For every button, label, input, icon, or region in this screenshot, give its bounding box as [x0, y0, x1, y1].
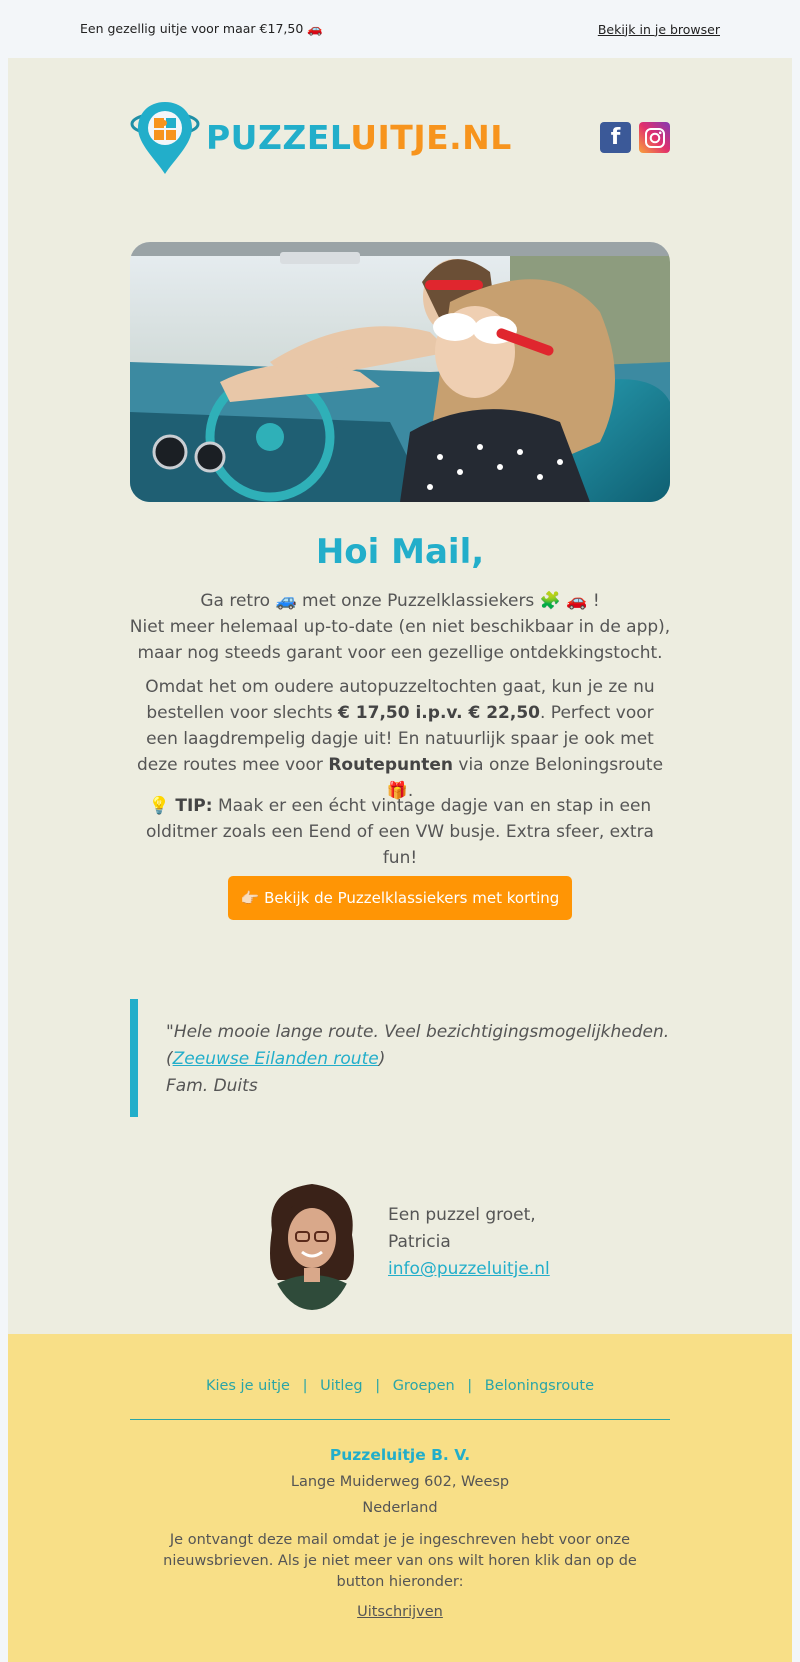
company-address: Lange Muiderweg 602, Weesp	[290, 1474, 510, 1490]
facebook-glyph: f	[610, 125, 621, 150]
intro-paragraph	[108, 588, 692, 666]
nav-uitleg[interactable]: Uitleg	[320, 1378, 363, 1394]
offer-paragraph	[130, 674, 670, 804]
instagram-icon[interactable]	[639, 122, 670, 153]
lightbulb-icon: 💡	[148, 796, 170, 816]
unsubscribe-link[interactable]: Uitschrijven	[357, 1604, 443, 1620]
company-country: Nederland	[362, 1500, 438, 1516]
quote-author: Fam. Duits	[166, 1076, 258, 1096]
email-body	[8, 58, 792, 1334]
retro-car-photo	[130, 242, 670, 502]
offer-price: € 17,50 i.p.v. € 22,50	[338, 703, 540, 723]
footer-nav	[8, 1378, 792, 1394]
preheader-text: Een gezellig uitje voor maar €17,50 🚗	[80, 21, 323, 36]
intro-line-2: Niet meer helemaal up-to-date (en niet beschikbaar in de app),	[129, 617, 671, 637]
tip-text: Maak er een écht vintage dagje van en stap in een olditmer zoals een Eend of een VW busje. Extra sfeer, extra fun!	[146, 796, 654, 868]
footer-divider	[130, 1419, 670, 1420]
view-classics-button[interactable]: 👉🏻 Bekijk de Puzzelklassiekers met korting	[228, 876, 572, 920]
hero-image	[130, 242, 670, 502]
logo-wordmark	[206, 118, 512, 157]
logo-part-2: UITJE.NL	[350, 118, 512, 157]
avatar	[266, 1180, 358, 1310]
intro-line-3: maar nog steeds garant voor een gezellige ontdekkingstocht.	[137, 643, 663, 663]
signoff-name: Patricia	[388, 1232, 451, 1252]
subscription-disclaimer: Je ontvangt deze mail omdat je je ingeschreven hebt voor onze nieuwsbrieven. Als je niet meer van ons wilt horen klik dan op de button hieronder:	[163, 1532, 637, 1590]
nav-kies-je-uitje[interactable]: Kies je uitje	[205, 1378, 290, 1394]
quote-open-paren: (	[166, 1049, 173, 1069]
nav-separator: |	[467, 1378, 473, 1394]
instagram-glyph-icon	[644, 127, 666, 149]
testimonial-quote	[130, 999, 670, 1117]
tip-label: TIP:	[175, 796, 213, 816]
footer	[8, 1334, 792, 1662]
nav-separator: |	[375, 1378, 381, 1394]
offer-text-2: . Perfect voor een laagdrempelig dagje uit! En natuurlijk spaar je ook met deze routes mee voor	[136, 703, 654, 775]
puzzeluitje-logo[interactable]	[130, 100, 512, 178]
company-name: Puzzeluitje B. V.	[329, 1446, 471, 1464]
view-in-browser-link[interactable]: Bekijk in je browser	[597, 21, 720, 37]
map-pin-puzzle-icon	[130, 100, 200, 178]
nav-groepen[interactable]: Groepen	[392, 1378, 455, 1394]
nav-beloningsroute[interactable]: Beloningsroute	[484, 1378, 595, 1394]
preheader	[0, 0, 800, 58]
route-link[interactable]: Zeeuwse Eilanden route	[172, 1049, 379, 1069]
email-link[interactable]: info@puzzeluitje.nl	[388, 1259, 550, 1279]
quote-text: "Hele mooie lange route. Veel bezichtigingsmogelijkheden.	[166, 1022, 670, 1042]
tip-paragraph	[130, 793, 670, 871]
intro-line-1: Ga retro 🚙 met onze Puzzelklassiekers 🧩 🚗 !	[200, 591, 600, 611]
logo-part-1: PUZZEL	[206, 118, 351, 157]
signoff	[388, 1202, 550, 1283]
facebook-icon[interactable]	[600, 122, 631, 153]
patricia-photo	[266, 1180, 358, 1310]
signoff-greeting: Een puzzel groet,	[388, 1205, 536, 1225]
nav-separator: |	[302, 1378, 308, 1394]
offer-text-1: Omdat het om oudere autopuzzeltochten gaat, kun je ze nu bestellen voor slechts	[145, 677, 655, 723]
greeting-heading: Hoi Mail,	[315, 532, 485, 572]
quote-close-paren: )	[378, 1049, 386, 1069]
offer-text-3: via onze Beloningsroute 🎁.	[386, 755, 664, 801]
offer-points: Routepunten	[328, 755, 453, 775]
